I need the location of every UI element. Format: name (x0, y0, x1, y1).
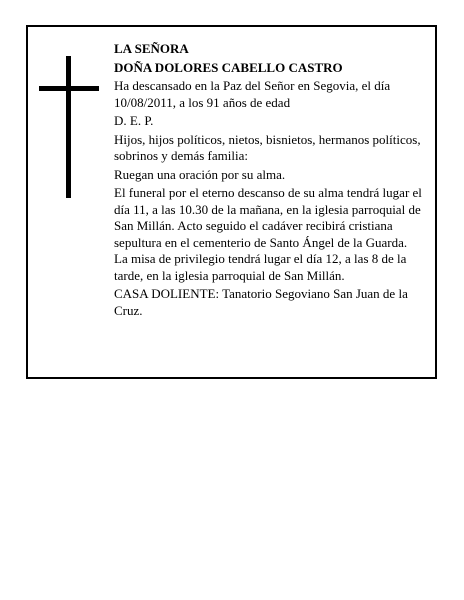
family-line: Hijos, hijos políticos, nietos, bisnietos, hermanos políticos, sobrinos y demás familia: (114, 131, 421, 163)
notice-text (114, 41, 424, 321)
deceased-name: DOÑA DOLORES CABELLO CASTRO (114, 59, 343, 75)
cross-vertical-bar (66, 56, 71, 198)
funeral-details: El funeral por el eterno descanso de su alma tendrá lugar el día 11, a las 10.30 de la mañana, en la iglesia parroquial de San Millán. Acto seguido el cadáver recibirá cristiana sepultura en el cementerio de Santo Ángel de la Guarda. La misa de privilegio tendrá lugar el día 12, a las 8 de la tarde, en la iglesia parroquial de San Millán. (114, 185, 422, 283)
title-line-1: LA SEÑORA (114, 41, 189, 56)
house-line: CASA DOLIENTE: Tanatorio Segoviano San Juan de la Cruz. (114, 286, 408, 318)
cross-horizontal-bar (39, 86, 99, 91)
death-info: Ha descansado en la Paz del Señor en Segovia, el día 10/08/2011, a los 91 años de edad (114, 78, 391, 110)
obituary-notice (26, 25, 437, 379)
prayer-line: Ruegan una oración por su alma. (114, 166, 286, 182)
dep-line: D. E. P. (114, 113, 154, 128)
cross-icon (39, 56, 99, 198)
